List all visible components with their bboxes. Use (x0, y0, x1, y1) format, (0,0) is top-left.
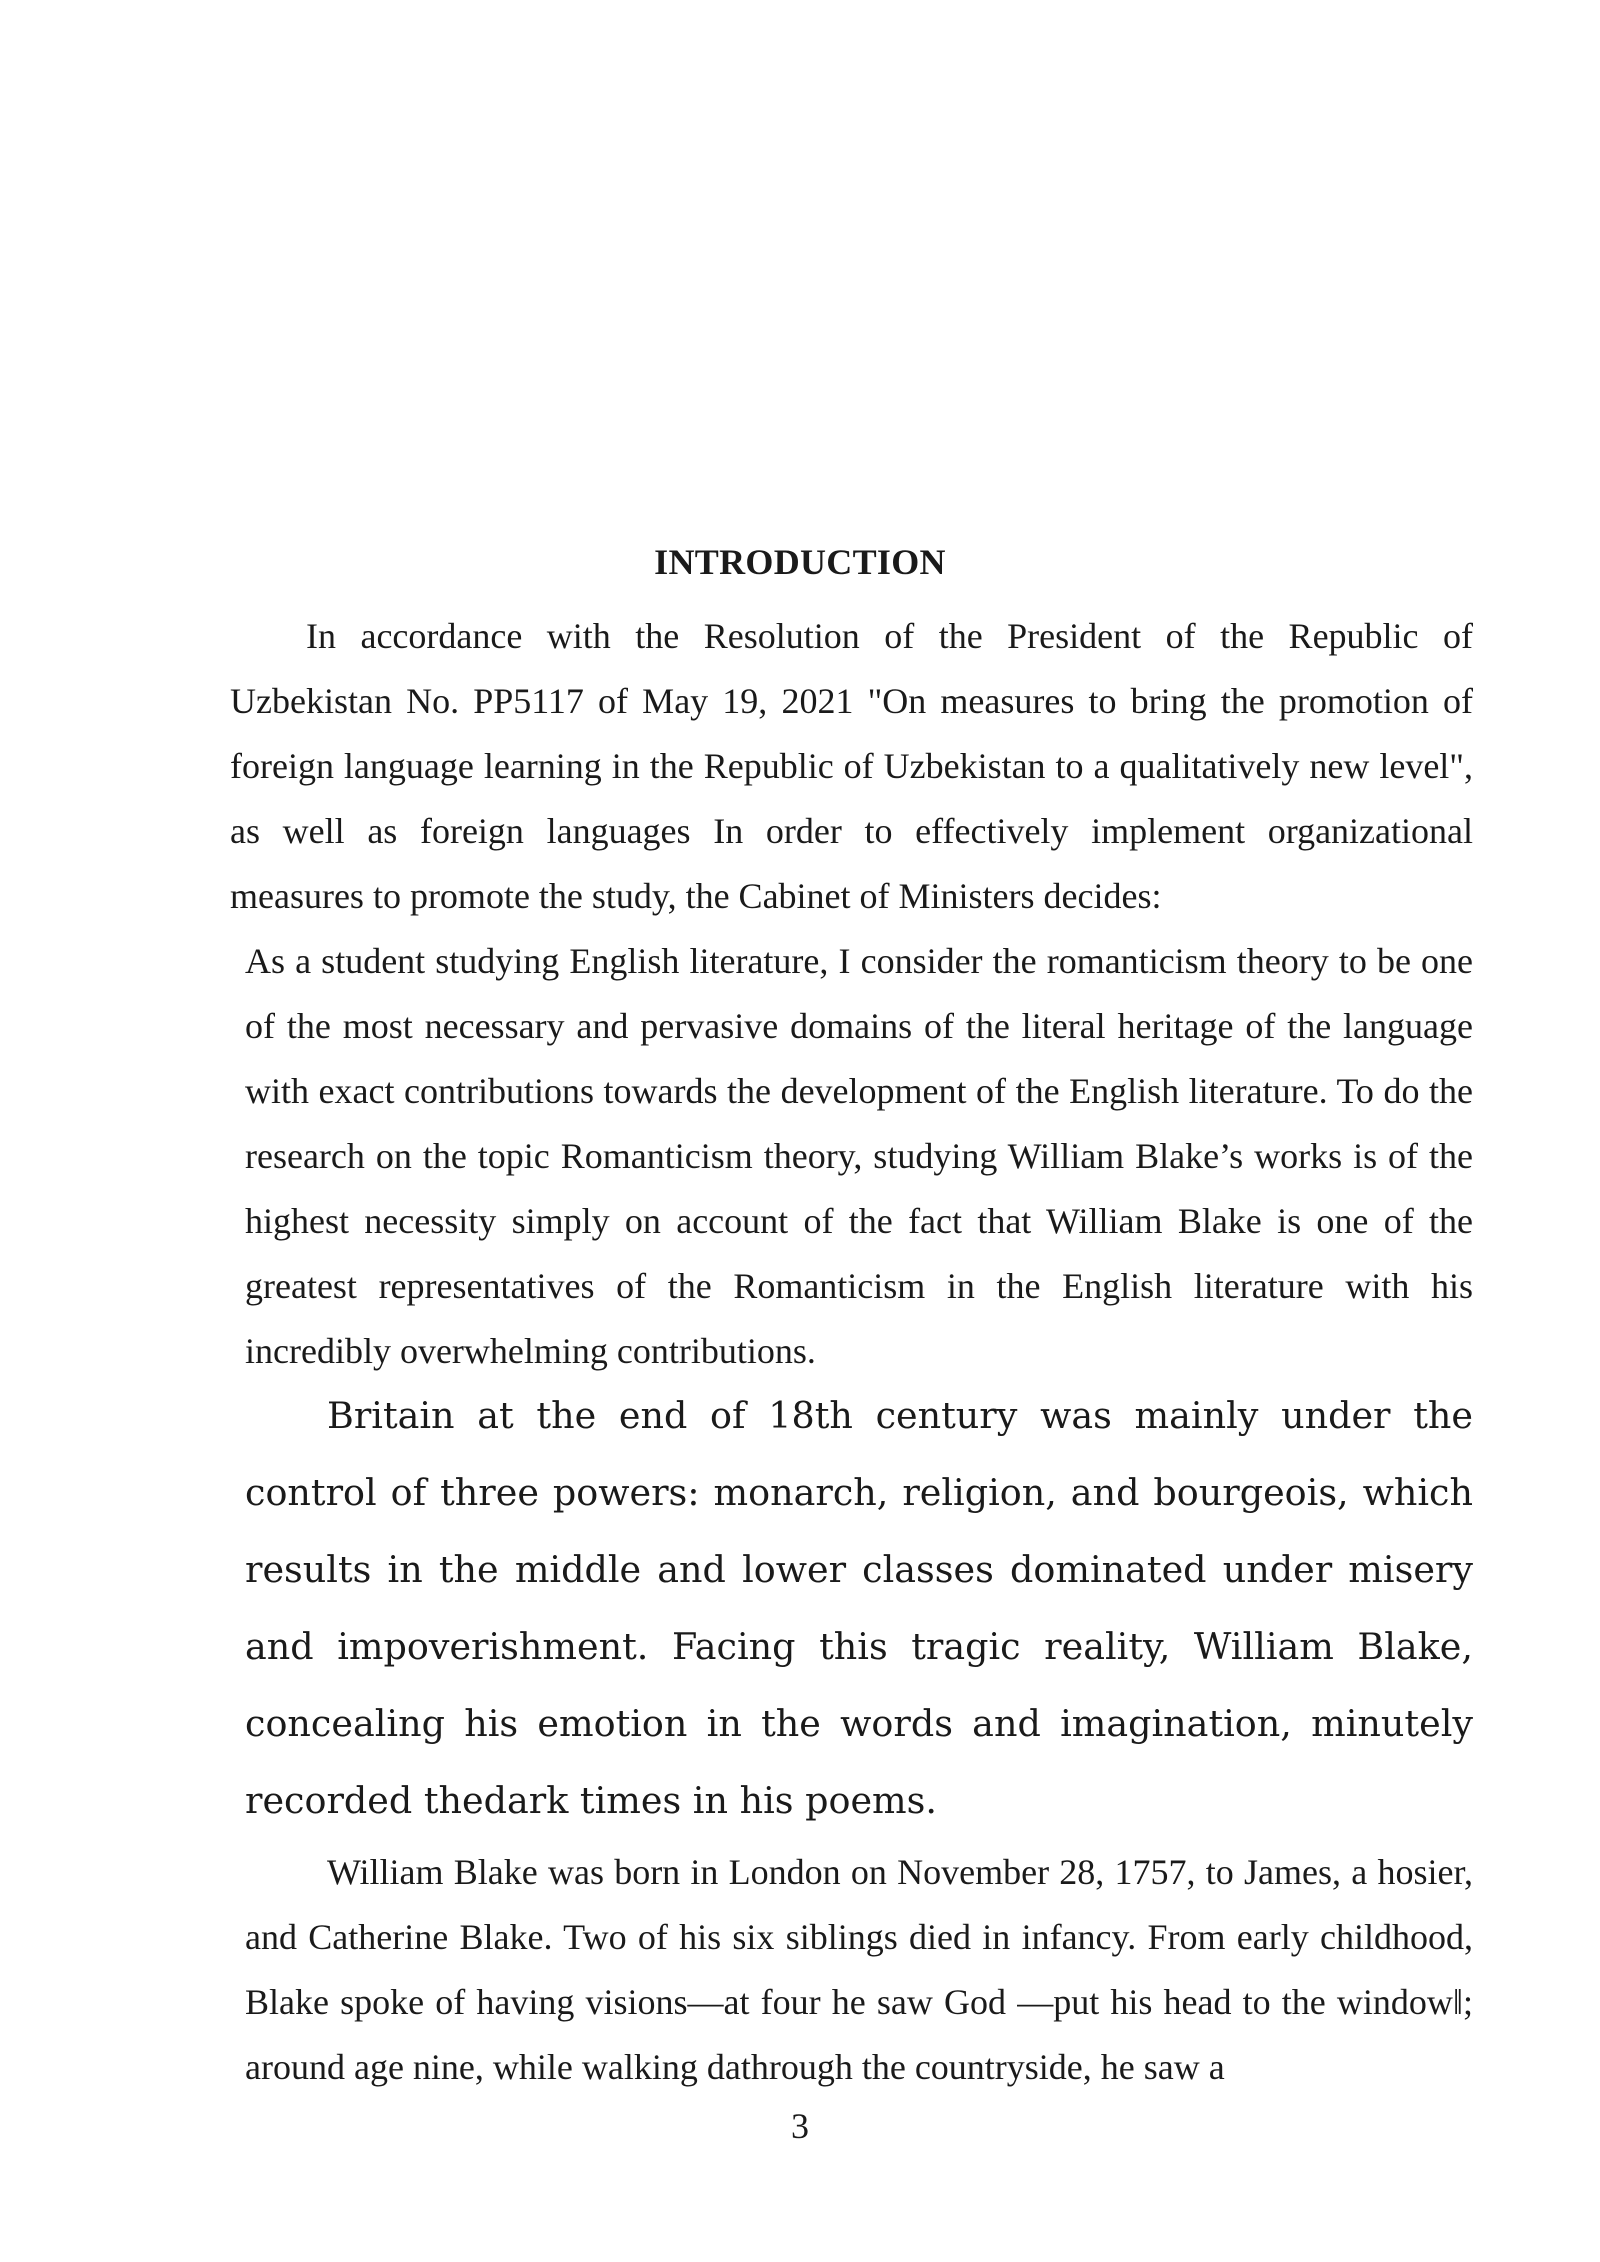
paragraph-romanticism-study: As a student studying English literature, I consider the romanticism theory to be one of the most necessary and pervasive domains of the literal heritage of the language with exact contributions towards the development of the English literature. To do the research on the topic Romanticism theory, studying William Blake’s works is of the highest necessity simply on account of the fact that William Blake is one of the greatest representatives of the Romanticism in the English literature with his incredibly overwhelming contributions. (245, 941, 1473, 1371)
section-heading: INTRODUCTION (654, 542, 946, 582)
paragraph-blake-biography: William Blake was born in London on November 28, 1757, to James, a hosier, and Catherine Blake. Two of his six siblings died in infancy. From early childhood, Blake spoke of having visions—at four he saw God —put his head to the window‖; around age nine, while walking dathrough the countryside, he saw a (245, 1852, 1473, 2087)
paragraph-resolution: In accordance with the Resolution of the President of the Republic of Uzbekistan No. PP5117 of May 19, 2021 "On measures to bring the promotion of foreign language learning in the Republic of Uzbekistan to a qualitatively new level", as well as foreign languages In order to effectively implement organizational measures to promote the study, the Cabinet of Ministers decides: (230, 616, 1473, 916)
page-number: 3 (791, 2106, 809, 2146)
paragraph-britain-context: Britain at the end of 18th century was mainly under the control of three powers: monarch, religion, and bourgeois, which results in the middle and lower classes dominated under misery and impoverishment. Facing this tragic reality, William Blake, concealing his emotion in the words and imagination, minutely recorded thedark times in his poems. (245, 1394, 1473, 1822)
